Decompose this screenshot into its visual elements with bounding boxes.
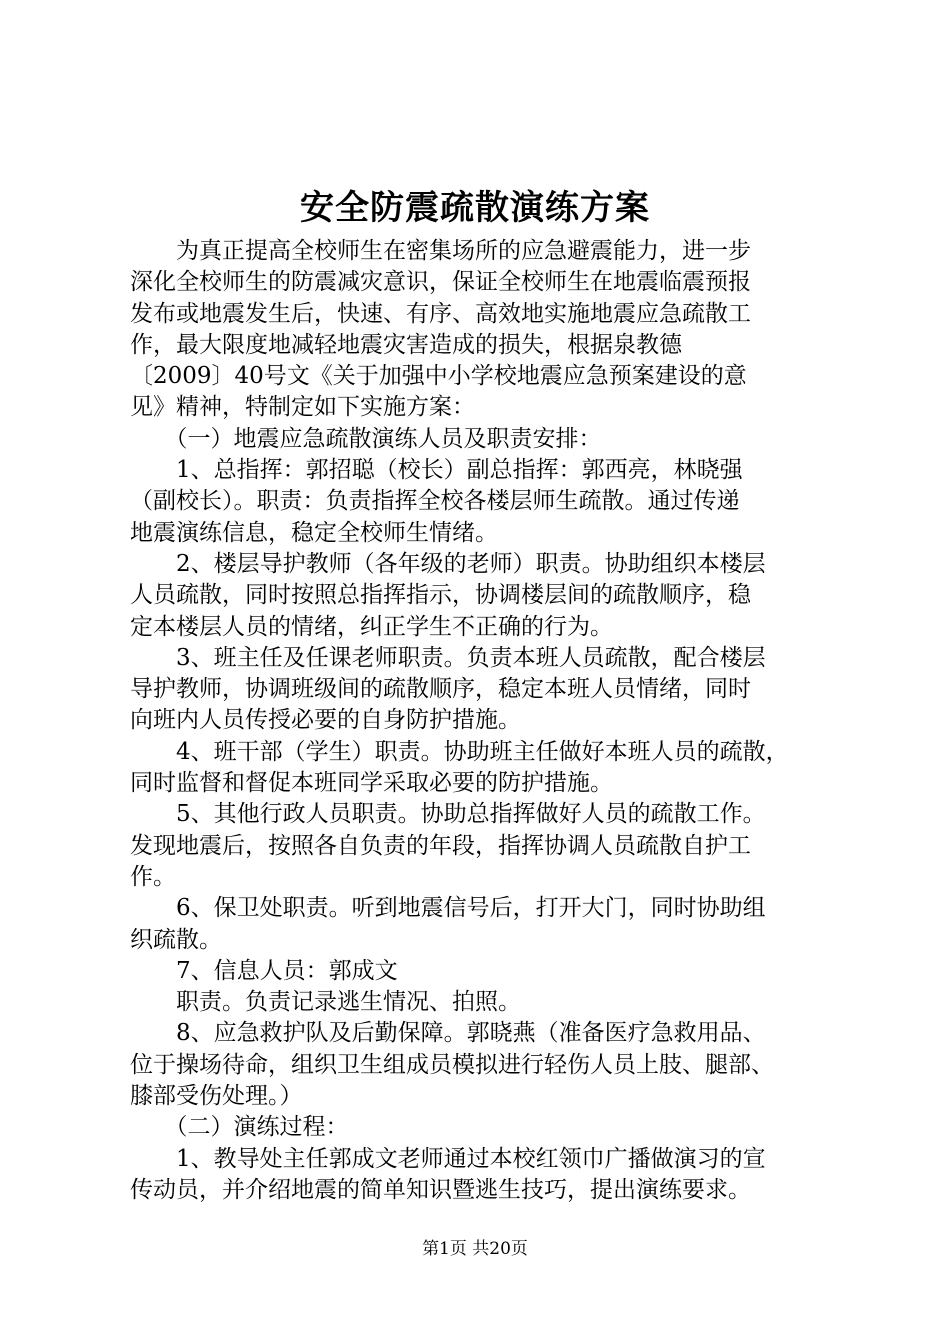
paragraph-intro: [130, 236, 830, 424]
paragraph-item-4: [130, 737, 830, 800]
text-line: 2、楼层导护教师（各年级的老师）职责。协助组织本楼层: [130, 550, 766, 577]
text-line: 发布或地震发生后，快速、有序、高效地实施地震应急疏散工: [130, 300, 751, 327]
text-line: 传动员，并介绍地震的简单知识暨逃生技巧，提出演练要求。: [130, 1176, 751, 1203]
text-line: 织疏散。: [130, 926, 222, 953]
text-line: 导护教师，协调班级间的疏散顺序，稳定本班人员情绪，同时: [130, 676, 751, 703]
text-line: 作。: [130, 863, 176, 890]
text-line: 深化全校师生的防震减灾意识，保证全校师生在地震临震预报: [130, 269, 751, 296]
text-line: 4、班干部（学生）职责。协助班主任做好本班人员的疏散，: [130, 738, 789, 765]
text-line: （副校长）。职责：负责指挥全校各楼层师生疏散。通过传递: [130, 488, 740, 515]
paragraph-section-1: [130, 424, 830, 455]
paragraph-item-8: [130, 1018, 830, 1112]
text-line: 6、保卫处职责。听到地震信号后，打开大门，同时协助组: [130, 895, 766, 922]
paragraph-item-6: [130, 893, 830, 956]
text-line: 1、总指挥：郭招聪（校长）副总指挥：郭西亮，林晓强: [130, 457, 743, 484]
text-line: 地震演练信息，稳定全校师生情绪。: [130, 519, 498, 546]
text-line: 作，最大限度地减轻地震灾害造成的损失，根据泉教德: [130, 331, 682, 358]
text-line: 3、班主任及任课老师职责。负责本班人员疏散，配合楼层: [130, 644, 766, 671]
text-line: 膝部受伤处理。）: [130, 1083, 303, 1110]
text-line: 同时监督和督促本班同学采取必要的防护措施。: [130, 770, 613, 797]
text-line: 8、应急救护队及后勤保障。郭晓燕（准备医疗急救用品、: [130, 1020, 766, 1047]
text-line: 1、教导处主任郭成文老师通过本校红领巾广播做演习的宣: [130, 1145, 766, 1172]
text-line: 定本楼层人员的情绪，纠正学生不正确的行为。: [130, 613, 613, 640]
text-line: 见》精神，特制定如下实施方案：: [130, 394, 475, 421]
text-line: 人员疏散，同时按照总指挥指示，协调楼层间的疏散顺序，稳: [130, 582, 751, 609]
text-line: 〔2009〕40号文《关于加强中小学校地震应急预案建设的意: [130, 363, 747, 390]
text-line: 位于操场待命，组织卫生组成员模拟进行轻伤人员上肢、腿部、: [130, 1051, 774, 1078]
page-footer: 第1页 共20页: [422, 1239, 528, 1259]
paragraph-item-5: [130, 799, 830, 893]
paragraph-item-7: [130, 956, 830, 1019]
text-line: （二）演练过程：: [130, 1114, 349, 1141]
text-line: 职责。负责记录逃生情况、拍照。: [130, 989, 521, 1016]
text-line: （一）地震应急疏散演练人员及职责安排：: [130, 425, 602, 452]
paragraph-item-3: [130, 643, 830, 737]
paragraph-item-1: [130, 455, 830, 549]
document-body: [130, 236, 830, 1206]
text-line: 发现地震后，按照各自负责的年段，指挥协调人员疏散自护工: [130, 832, 751, 859]
paragraph-section-2: [130, 1112, 830, 1143]
text-line: 7、信息人员：郭成文: [130, 957, 398, 984]
text-line: 为真正提高全校师生在密集场所的应急避震能力，进一步: [130, 238, 751, 264]
document-title: 安全防震疏散演练方案: [300, 188, 650, 228]
paragraph-item-2: [130, 549, 830, 643]
paragraph-process-1: [130, 1144, 830, 1207]
text-line: 向班内人员传授必要的自身防护措施。: [130, 707, 521, 734]
text-line: 5、其他行政人员职责。协助总指挥做好人员的疏散工作。: [130, 801, 766, 828]
